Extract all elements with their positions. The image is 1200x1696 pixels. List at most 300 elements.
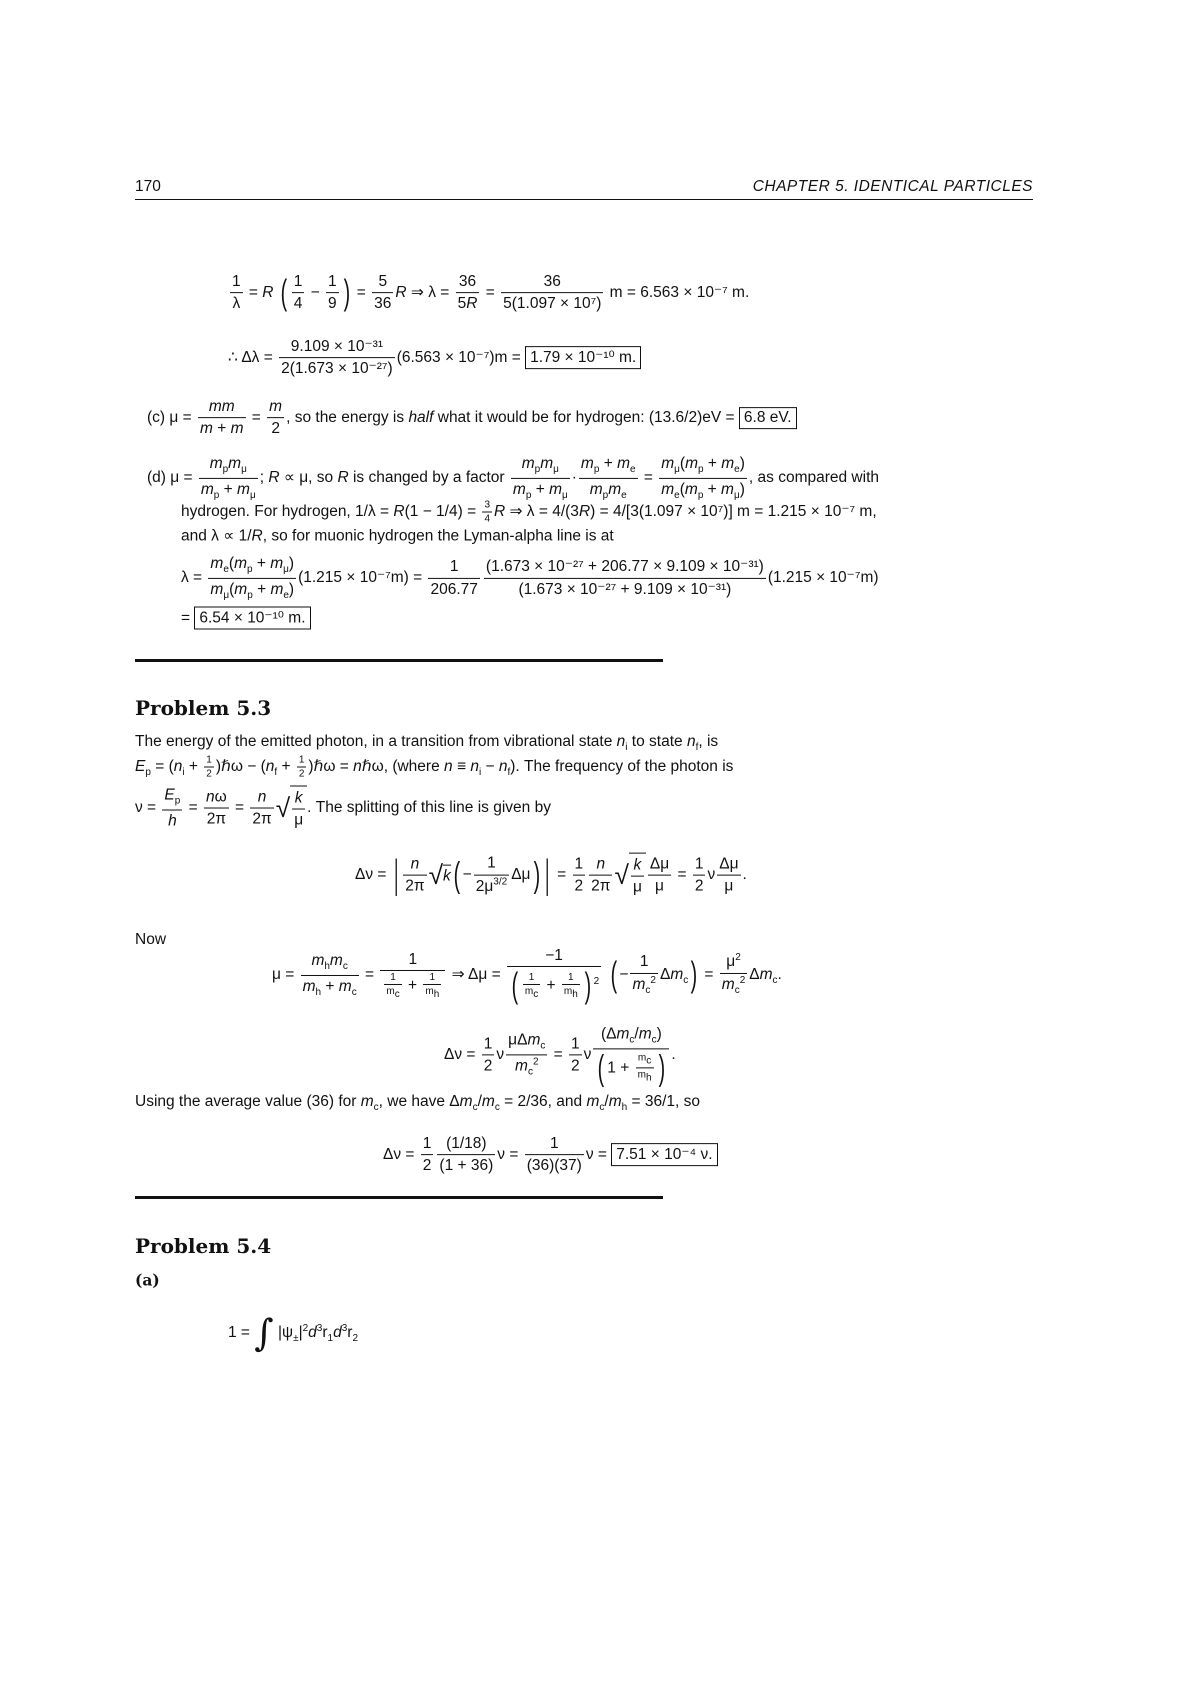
numerator [198, 397, 246, 418]
sqrt-sign: √ [275, 792, 291, 823]
math-text: p [593, 464, 600, 475]
numerator [648, 854, 671, 875]
math-text: m [661, 454, 675, 472]
math-text: 2 [422, 1157, 432, 1175]
part-d-lyman [181, 527, 614, 546]
math-text: m [661, 480, 675, 498]
math-italic [168, 812, 177, 829]
math-italic [252, 528, 263, 545]
math-italic [722, 976, 735, 993]
sqrt-sign: √ [428, 859, 444, 890]
math-text: ∝ μ, so [279, 469, 338, 487]
math-italic [330, 952, 343, 969]
math-italic [210, 581, 223, 598]
math-text: ν [583, 1046, 592, 1064]
denominator [631, 877, 644, 897]
numerator [199, 454, 258, 479]
math-text: 1 [639, 953, 649, 971]
math-text: f [274, 767, 278, 779]
fraction [579, 454, 638, 502]
math-text: c [540, 1040, 546, 1052]
superscript [735, 952, 741, 963]
math-italic [206, 788, 215, 805]
math-text: r [322, 1324, 328, 1342]
math-text: / [604, 1092, 609, 1110]
fraction [648, 854, 671, 896]
problem-5-3-text-2 [135, 755, 733, 780]
math-text: what it would be for hydrogen: (13.6/2)eV = [433, 409, 739, 427]
subscript [540, 1041, 545, 1052]
fraction [204, 787, 229, 829]
math-text: c [342, 961, 348, 972]
subscript [352, 1333, 358, 1344]
fraction [384, 972, 401, 1000]
math-text: m [234, 580, 248, 598]
math-text: m [237, 480, 250, 498]
radicand [290, 786, 307, 831]
math-text: 2 [302, 1322, 309, 1334]
math-text: Δν = [444, 1046, 480, 1064]
math-text: 7.51 × 10⁻⁴ ν. [616, 1146, 713, 1164]
math-text: Δμ [649, 855, 670, 873]
math-text: m [580, 454, 594, 472]
math-text: 2 [735, 952, 741, 964]
math-text: p [698, 464, 704, 475]
math-text: μ [632, 879, 642, 896]
fraction [631, 856, 644, 898]
math-text: = [639, 469, 658, 487]
denominator [208, 579, 296, 603]
math-text: (1 − 1/4) = [404, 503, 481, 521]
math-text: 6.8 eV. [743, 409, 792, 427]
math-text: ∴ Δλ = [228, 349, 278, 367]
subscript [645, 985, 650, 996]
math-text: m [638, 1025, 652, 1043]
math-text: |ψ [273, 1324, 294, 1342]
math-text: − [619, 966, 629, 984]
math-text: = [673, 866, 691, 884]
math-italic [685, 455, 698, 472]
fraction [421, 1134, 434, 1176]
denominator [437, 1156, 495, 1176]
numerator [403, 854, 426, 875]
math-text: 1 [694, 855, 704, 873]
math-text: μ [283, 564, 289, 575]
math-text: + [252, 580, 271, 598]
numerator [506, 1031, 547, 1056]
math-italic [353, 758, 362, 775]
section-rule-2 [135, 1196, 663, 1199]
numerator [428, 557, 479, 578]
math-text: i [478, 767, 482, 779]
math-text: + [542, 977, 560, 995]
math-text: n [444, 758, 453, 776]
math-text: (c) μ = [147, 409, 196, 427]
math-text: 5 [378, 273, 388, 291]
math-text: e [283, 589, 289, 601]
math-text: R [393, 503, 405, 521]
math-text: ( [679, 480, 685, 498]
math-italic [444, 758, 453, 775]
numerator [482, 1034, 495, 1055]
fraction [230, 272, 243, 314]
numerator [421, 1134, 434, 1155]
math-text: c [599, 1102, 605, 1114]
math-text: , so for muonic hydrogen the Lyman-alpha line is at [262, 527, 614, 545]
math-text: m [210, 554, 224, 572]
math-text: m [521, 454, 535, 472]
math-text: = [360, 966, 379, 984]
math-text: )ℏω = [308, 758, 354, 776]
math-text: 1 [568, 972, 574, 984]
numerator [162, 786, 182, 811]
fraction [593, 1024, 669, 1085]
math-text: 1 [483, 1035, 493, 1053]
math-text: c [527, 1066, 533, 1078]
fraction [267, 397, 284, 439]
math-text: p [213, 489, 220, 501]
math-text: m [481, 1092, 495, 1110]
math-text: (a) [135, 1270, 160, 1290]
numerator [630, 952, 657, 973]
math-text: n [173, 758, 183, 776]
math-text: is changed by a factor [348, 469, 509, 487]
math-text: m [302, 977, 316, 995]
numerator [204, 787, 229, 808]
fraction [506, 1031, 547, 1079]
math-text: 2 [352, 1333, 358, 1345]
math-italic [549, 481, 562, 498]
equation-splitting [355, 853, 747, 898]
fraction [162, 786, 182, 831]
numerator [437, 1134, 495, 1155]
now-text [135, 931, 166, 949]
math-text: 2 [571, 1057, 580, 1075]
numerator [292, 789, 305, 810]
math-text: 2π [252, 810, 272, 828]
denominator [523, 985, 540, 1000]
math-text: p [247, 564, 253, 575]
math-italic [411, 855, 420, 872]
math-text: + [277, 758, 295, 776]
math-text: Δ [749, 966, 760, 984]
math-italic [237, 481, 250, 498]
math-text: c [494, 1102, 500, 1114]
math-text: (1.215 × 10⁻⁷m) [767, 569, 879, 587]
fraction [428, 557, 479, 599]
fraction [525, 1134, 584, 1176]
problem-5-3-heading: Problem 5.3 [135, 696, 272, 720]
math-text: 2 [483, 1057, 493, 1075]
math-text: 1 [528, 972, 535, 984]
math-text: p [525, 489, 532, 501]
fraction [380, 950, 445, 1000]
numerator [523, 972, 540, 985]
fraction [423, 972, 441, 1000]
math-text: ) [739, 480, 745, 498]
fraction [569, 1034, 582, 1076]
math-text: 5(1.097 × 10⁷) [503, 295, 602, 313]
math-text: m = 6.563 × 10⁻⁷ m. [605, 284, 750, 302]
denominator [380, 971, 445, 1000]
fraction [589, 854, 612, 896]
denominator [693, 876, 706, 896]
numerator [507, 946, 601, 967]
left-paren: ( [511, 965, 519, 1006]
math-italic [262, 284, 273, 301]
math-text: m [589, 480, 603, 498]
radicand [443, 865, 451, 886]
math-text: c [394, 989, 400, 1001]
math-text: f [507, 767, 511, 779]
numerator [326, 272, 339, 293]
math-text: k [633, 856, 642, 874]
math-text: m [269, 398, 283, 416]
math-text: k [294, 789, 303, 807]
problem-5-4-heading: Problem 5.4 [135, 1234, 272, 1258]
math-text: μ [553, 464, 559, 475]
numerator [292, 272, 305, 293]
page-number: 170 [135, 178, 161, 195]
subscript [735, 985, 740, 996]
math-text: Δν = [383, 1146, 419, 1164]
math-text: 4 [293, 295, 303, 313]
math-text: R [578, 503, 591, 521]
numerator [573, 854, 586, 875]
math-text: m [524, 986, 534, 998]
math-text: m [515, 1057, 528, 1075]
math-text: ⇒ λ = 4/(3 [505, 503, 579, 521]
math-text: p [697, 489, 704, 501]
math-text: − [306, 284, 324, 302]
numerator [579, 454, 638, 479]
abs-bar: | [545, 851, 550, 897]
math-text: e [734, 464, 740, 475]
denominator [403, 876, 426, 896]
math-italic [295, 790, 303, 807]
math-text: m [329, 951, 343, 969]
denominator [484, 579, 766, 599]
math-text: λ = [181, 569, 207, 587]
numerator [659, 454, 747, 479]
math-text: ) [288, 554, 295, 572]
math-italic [135, 758, 145, 775]
math-text: . The splitting of this line is given by [307, 799, 551, 817]
numerator [636, 1052, 654, 1068]
denominator [421, 1156, 434, 1176]
math-text: | [298, 1324, 303, 1342]
math-text: d [308, 1324, 317, 1342]
math-text: 2μ [475, 877, 494, 895]
math-text: ). The frequency of the photon is [510, 758, 734, 776]
math-text: 206.77 [430, 580, 478, 598]
math-italic [639, 1025, 652, 1042]
math-text: n [206, 788, 215, 806]
math-text: + [212, 420, 231, 438]
denominator [292, 294, 305, 314]
math-italic [258, 788, 267, 805]
math-text: m [721, 480, 734, 498]
math-text: h [433, 989, 440, 1001]
superscript [493, 876, 507, 887]
denominator [589, 876, 612, 896]
denominator [428, 579, 479, 599]
left-paren: ( [280, 272, 288, 313]
math-text: E [135, 758, 146, 776]
math-italic [590, 481, 603, 498]
math-text: + [219, 480, 238, 498]
math-italic [234, 555, 247, 572]
math-text: Now [135, 931, 167, 948]
math-italic [268, 469, 279, 486]
math-text: = [230, 799, 249, 817]
boxed-answer [611, 1143, 717, 1166]
math-text: 1 + [607, 1058, 634, 1076]
math-text: / [477, 1092, 482, 1110]
math-text: m [360, 1092, 374, 1110]
math-text: 1 [449, 558, 459, 576]
math-text: R [395, 284, 407, 302]
math-text: 2 [694, 877, 704, 895]
denominator [482, 1056, 495, 1076]
math-text: = [247, 409, 266, 427]
math-text: λ [232, 295, 241, 313]
math-text: = [552, 866, 571, 884]
numerator [720, 952, 747, 974]
math-italic [515, 1058, 528, 1075]
math-text: R [337, 469, 349, 487]
math-italic [210, 455, 223, 472]
denominator [297, 768, 307, 780]
math-text: . [742, 866, 747, 884]
numerator [267, 397, 284, 418]
math-text: μ [724, 877, 734, 895]
math-italic [395, 284, 406, 301]
math-italic [609, 1093, 622, 1110]
numerator [511, 454, 570, 479]
left-paren: ( [453, 854, 460, 895]
math-italic [443, 868, 451, 885]
math-italic [209, 398, 235, 415]
math-text: , we have Δ [378, 1092, 460, 1110]
math-text: m [527, 1031, 541, 1049]
math-text: + [703, 454, 722, 472]
math-text: m [617, 454, 630, 472]
math-text: c [734, 985, 740, 997]
equation-delta-nu [444, 1024, 676, 1085]
math-text: ; [259, 469, 269, 487]
math-text: / [634, 1025, 639, 1043]
math-text: 9 [327, 295, 337, 313]
math-text: ⇒ λ = [406, 284, 454, 302]
numerator [279, 337, 395, 358]
fraction [292, 272, 305, 314]
denominator [423, 985, 441, 1000]
math-text: R [268, 469, 280, 487]
math-text: 4 [484, 513, 490, 525]
denominator [279, 359, 395, 379]
section-rule [135, 659, 663, 662]
math-italic [617, 733, 626, 750]
answer-muonic-lambda [181, 607, 311, 630]
numerator [297, 755, 307, 768]
math-italic [634, 857, 642, 874]
subscript [646, 1072, 652, 1083]
subscript [533, 989, 538, 1000]
math-text: − [462, 866, 472, 884]
denominator [593, 1046, 669, 1087]
math-italic [270, 581, 283, 598]
denominator [501, 294, 603, 314]
math-text: (1.673 × 10⁻²⁷ + 9.109 × 10⁻³¹) [518, 580, 732, 598]
fraction [507, 946, 601, 1004]
fraction [279, 337, 395, 379]
math-text: Δν = [355, 866, 391, 884]
math-italic [460, 1093, 473, 1110]
fraction [474, 854, 509, 896]
math-text: = 36/1, so [627, 1092, 700, 1110]
math-text: = [184, 799, 202, 817]
fraction [511, 454, 570, 502]
part-c [147, 397, 797, 439]
math-text: m [586, 1092, 600, 1110]
fraction [636, 1052, 654, 1083]
math-italic [527, 1032, 540, 1049]
equation-normalization [228, 1310, 358, 1355]
math-text: (36)(37) [526, 1157, 582, 1175]
math-text: half [408, 409, 434, 427]
math-text [603, 966, 607, 983]
math-italic [482, 1093, 495, 1110]
math-text: m [200, 480, 214, 498]
math-text: m [563, 986, 573, 998]
fraction [456, 272, 480, 314]
fraction [292, 789, 305, 831]
math-text: ( [679, 454, 686, 472]
numerator [482, 500, 492, 513]
math-text: ν = [135, 799, 161, 817]
math-text: f [695, 742, 699, 754]
math-text: m [608, 1092, 622, 1110]
math-italic [522, 455, 535, 472]
math-text: ≡ [452, 758, 471, 776]
math-text: . [777, 966, 782, 984]
fraction [250, 787, 273, 829]
math-text: + [321, 977, 339, 995]
math-italic [687, 733, 696, 750]
math-italic [234, 581, 247, 598]
math-italic [269, 398, 282, 415]
math-text: h [572, 989, 578, 1001]
numerator [250, 787, 273, 808]
math-text: The energy of the emitted photon, in a transition from vibrational state [135, 732, 617, 750]
math-text: m [338, 977, 352, 995]
math-text: c [373, 1102, 379, 1114]
math-text: n [686, 732, 696, 750]
math-text: 36 [543, 273, 561, 291]
right-paren: ) [533, 854, 540, 895]
math-text: e [674, 489, 680, 501]
math-text: ⇒ Δμ = [447, 966, 505, 984]
numerator [693, 854, 706, 875]
math-text: 2π [405, 877, 425, 895]
math-text: p [174, 795, 181, 807]
fraction [523, 972, 540, 1000]
math-text: c [651, 1034, 657, 1046]
math-text: 1 [327, 1333, 334, 1345]
math-italic [608, 481, 621, 498]
math-text: c [533, 989, 539, 1001]
